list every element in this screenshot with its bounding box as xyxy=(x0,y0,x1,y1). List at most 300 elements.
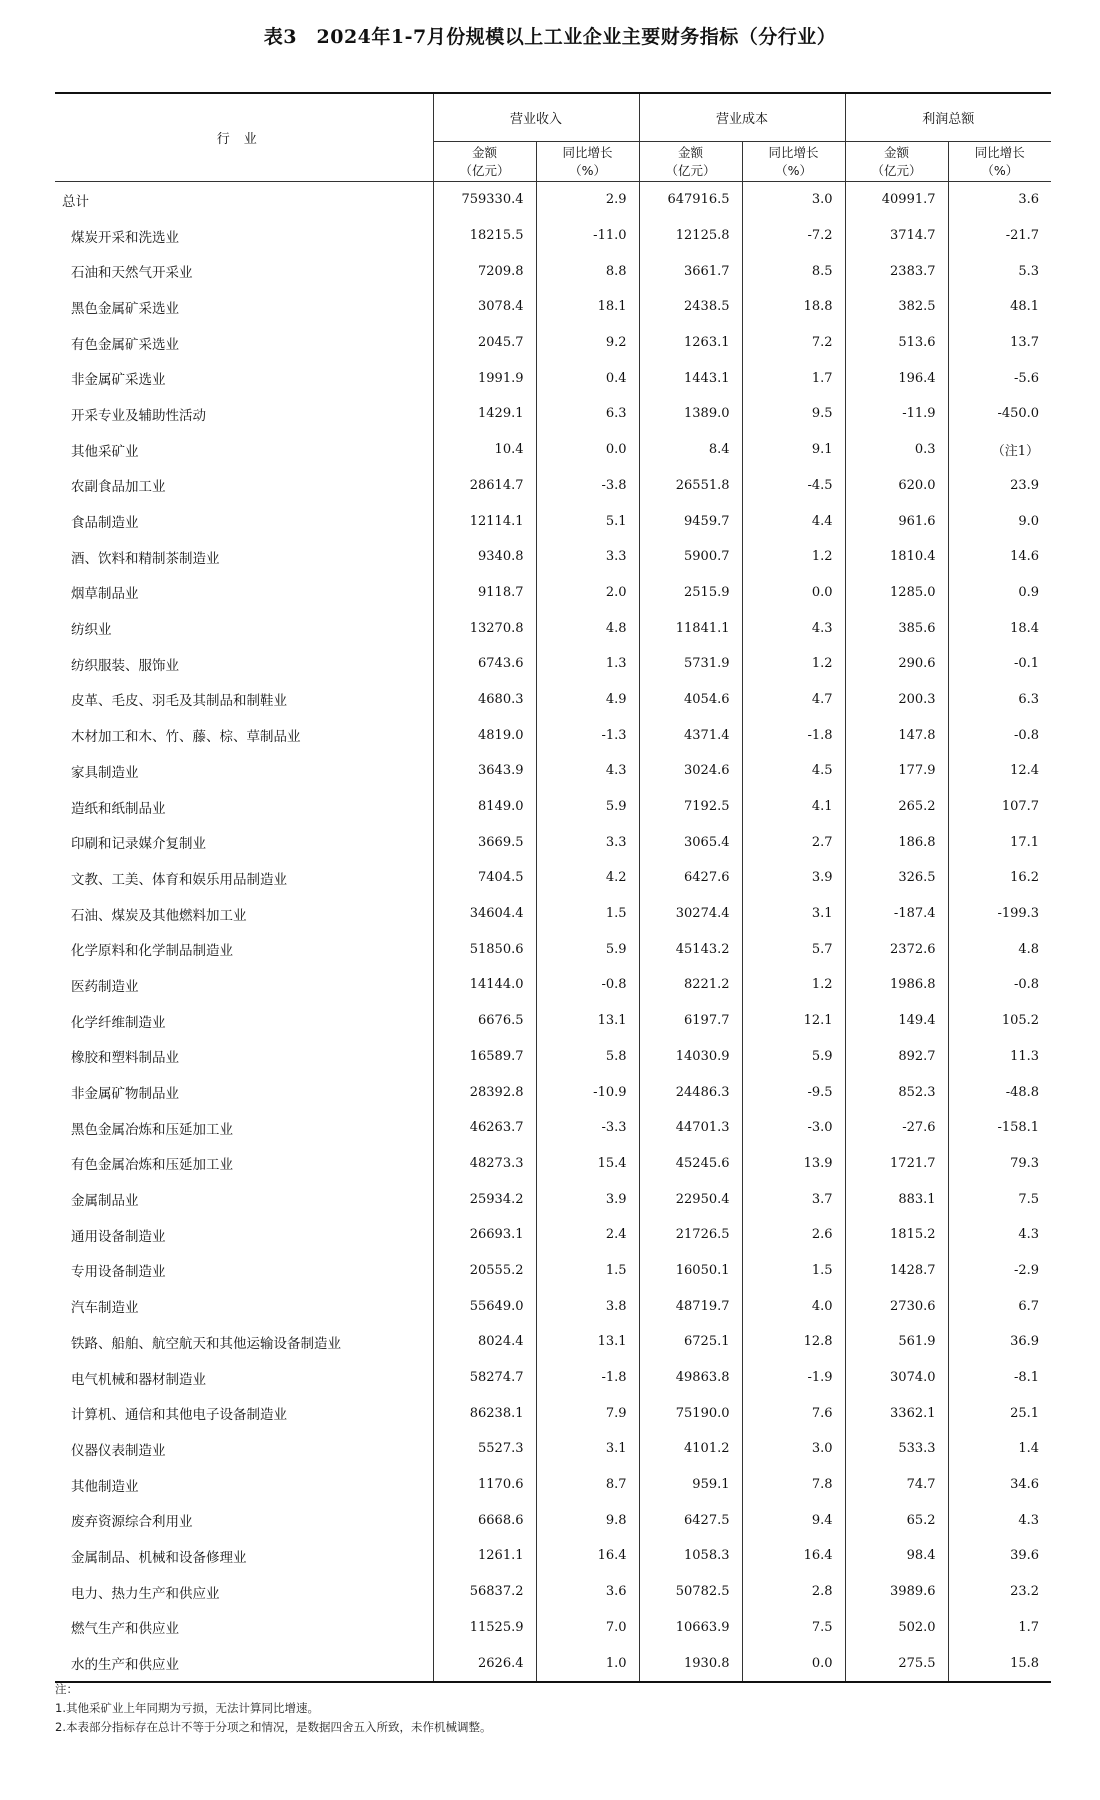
cost-amount-cell: 49863.8 xyxy=(639,1360,742,1396)
profit-amount-cell: 275.5 xyxy=(845,1645,948,1682)
cost-amount-cell: 959.1 xyxy=(639,1467,742,1503)
cost-growth-cell: 3.0 xyxy=(742,1431,845,1467)
profit-amount-cell: 883.1 xyxy=(845,1181,948,1217)
profit-amount-cell: 200.3 xyxy=(845,682,948,718)
cost-growth-cell: -1.9 xyxy=(742,1360,845,1396)
revenue-growth-cell: 9.8 xyxy=(536,1502,639,1538)
profit-amount-cell: 265.2 xyxy=(845,789,948,825)
industry-name-cell: 电气机械和器材制造业 xyxy=(71,1371,206,1388)
industry-row xyxy=(55,896,1051,932)
cost-amount-cell: 6725.1 xyxy=(639,1324,742,1360)
cost-amount-cell: 2515.9 xyxy=(639,575,742,611)
cost-growth-cell: 4.3 xyxy=(742,610,845,646)
revenue-amount-cell: 1991.9 xyxy=(433,360,536,396)
revenue-amount-cell: 13270.8 xyxy=(433,610,536,646)
profit-growth-cell: 7.5 xyxy=(948,1181,1051,1217)
profit-growth-cell: 39.6 xyxy=(948,1538,1051,1574)
cost-amount-cell: 5731.9 xyxy=(639,646,742,682)
revenue-amount-cell: 16589.7 xyxy=(433,1039,536,1075)
revenue-growth-cell: 1.3 xyxy=(536,646,639,682)
industry-row xyxy=(55,1431,1051,1467)
cost-amount-cell: 3024.6 xyxy=(639,753,742,789)
profit-growth-cell: 6.7 xyxy=(948,1288,1051,1324)
profit-amount-cell: 502.0 xyxy=(845,1610,948,1646)
revenue-amount-cell: 18215.5 xyxy=(433,218,536,254)
cost-growth-cell: -4.5 xyxy=(742,468,845,504)
industry-name-cell: 农副食品加工业 xyxy=(71,479,166,496)
cost-growth-cell: 4.1 xyxy=(742,789,845,825)
industry-name-cell: 计算机、通信和其他电子设备制造业 xyxy=(71,1407,287,1424)
industry-row xyxy=(55,1181,1051,1217)
cost-growth-cell: 3.1 xyxy=(742,896,845,932)
industry-name-cell: 铁路、船舶、航空航天和其他运输设备制造业 xyxy=(71,1335,341,1352)
amount-label: 金额 xyxy=(884,144,910,160)
cost-growth-cell: -3.0 xyxy=(742,1110,845,1146)
industry-name-cell: 废弃资源综合利用业 xyxy=(71,1514,193,1531)
cost-growth-cell: 9.5 xyxy=(742,396,845,432)
revenue-group-header: 营业收入 xyxy=(433,93,639,142)
profit-amount-cell: 892.7 xyxy=(845,1039,948,1075)
profit-amount-cell: 1810.4 xyxy=(845,539,948,575)
industry-name-cell: 汽车制造业 xyxy=(71,1300,139,1317)
profit-amount-cell: 98.4 xyxy=(845,1538,948,1574)
revenue-amount-cell: 8149.0 xyxy=(433,789,536,825)
industry-row xyxy=(55,1146,1051,1182)
revenue-amount-header xyxy=(433,142,536,182)
revenue-amount-cell: 25934.2 xyxy=(433,1181,536,1217)
profit-amount-cell: 186.8 xyxy=(845,824,948,860)
cost-growth-cell: 1.7 xyxy=(742,360,845,396)
cost-growth-cell: 4.5 xyxy=(742,753,845,789)
industry-name-cell: 印刷和记录媒介复制业 xyxy=(71,836,206,853)
profit-growth-cell: 34.6 xyxy=(948,1467,1051,1503)
industry-name-cell: 专用设备制造业 xyxy=(71,1264,166,1281)
revenue-amount-cell: 58274.7 xyxy=(433,1360,536,1396)
profit-amount-cell: 513.6 xyxy=(845,325,948,361)
cost-growth-cell: 0.0 xyxy=(742,575,845,611)
industry-row xyxy=(55,1645,1051,1682)
profit-growth-cell: 23.2 xyxy=(948,1574,1051,1610)
cost-growth-cell: 9.4 xyxy=(742,1502,845,1538)
cost-amount-cell: 3661.7 xyxy=(639,253,742,289)
profit-amount-cell: 0.3 xyxy=(845,432,948,468)
industry-name-cell: 其他制造业 xyxy=(71,1478,139,1495)
industry-name-cell: 食品制造业 xyxy=(71,515,139,532)
revenue-growth-cell: -1.8 xyxy=(536,1360,639,1396)
revenue-growth-cell: 3.3 xyxy=(536,539,639,575)
cost-amount-cell: 647916.5 xyxy=(639,182,742,218)
cost-amount-cell: 8.4 xyxy=(639,432,742,468)
profit-growth-cell: 4.3 xyxy=(948,1217,1051,1253)
revenue-growth-cell: 18.1 xyxy=(536,289,639,325)
growth-unit: （%） xyxy=(981,162,1019,178)
cost-amount-cell: 1263.1 xyxy=(639,325,742,361)
cost-growth-cell: 7.6 xyxy=(742,1395,845,1431)
industry-name-cell: 造纸和纸制品业 xyxy=(71,800,166,817)
revenue-amount-cell: 26693.1 xyxy=(433,1217,536,1253)
cost-growth-cell: 7.2 xyxy=(742,325,845,361)
industry-name-cell: 黑色金属冶炼和压延加工业 xyxy=(71,1121,233,1138)
profit-growth-cell: 25.1 xyxy=(948,1395,1051,1431)
cost-group-header: 营业成本 xyxy=(639,93,845,142)
industry-name-cell: 石油和天然气开采业 xyxy=(71,265,193,282)
cost-growth-cell: 7.5 xyxy=(742,1610,845,1646)
profit-amount-cell: 3074.0 xyxy=(845,1360,948,1396)
revenue-growth-cell: 0.0 xyxy=(536,432,639,468)
industry-name-cell: 纺织业 xyxy=(71,622,112,639)
profit-growth-cell: 4.8 xyxy=(948,931,1051,967)
revenue-growth-cell: 8.8 xyxy=(536,253,639,289)
industry-name-cell: 金属制品业 xyxy=(71,1193,139,1210)
revenue-amount-cell: 8024.4 xyxy=(433,1324,536,1360)
profit-amount-cell: 2383.7 xyxy=(845,253,948,289)
revenue-amount-cell: 14144.0 xyxy=(433,967,536,1003)
profit-growth-cell: 36.9 xyxy=(948,1324,1051,1360)
profit-amount-cell: 40991.7 xyxy=(845,182,948,218)
cost-amount-cell: 14030.9 xyxy=(639,1039,742,1075)
cost-growth-cell: 8.5 xyxy=(742,253,845,289)
cost-amount-cell: 48719.7 xyxy=(639,1288,742,1324)
industry-row xyxy=(55,1502,1051,1538)
cost-growth-cell: 2.6 xyxy=(742,1217,845,1253)
revenue-growth-cell: 4.8 xyxy=(536,610,639,646)
cost-growth-cell: 2.8 xyxy=(742,1574,845,1610)
profit-amount-cell: 177.9 xyxy=(845,753,948,789)
industry-row xyxy=(55,253,1051,289)
revenue-amount-cell: 28614.7 xyxy=(433,468,536,504)
cost-growth-cell: 1.2 xyxy=(742,539,845,575)
revenue-amount-cell: 28392.8 xyxy=(433,1074,536,1110)
cost-growth-cell: 13.9 xyxy=(742,1146,845,1182)
cost-growth-cell: 0.0 xyxy=(742,1645,845,1682)
cost-growth-cell: 16.4 xyxy=(742,1538,845,1574)
profit-amount-cell: 3714.7 xyxy=(845,218,948,254)
profit-growth-cell: （注1） xyxy=(948,432,1051,468)
profit-amount-cell: 385.6 xyxy=(845,610,948,646)
profit-growth-cell: 14.6 xyxy=(948,539,1051,575)
industry-row xyxy=(55,789,1051,825)
cost-growth-cell: -7.2 xyxy=(742,218,845,254)
cost-growth-cell: 1.2 xyxy=(742,967,845,1003)
cost-amount-cell: 8221.2 xyxy=(639,967,742,1003)
profit-amount-cell: 382.5 xyxy=(845,289,948,325)
profit-amount-cell: -27.6 xyxy=(845,1110,948,1146)
industry-row xyxy=(55,1288,1051,1324)
revenue-growth-cell: 0.4 xyxy=(536,360,639,396)
industry-name-cell: 非金属矿物制品业 xyxy=(71,1086,179,1103)
cost-growth-cell: 3.9 xyxy=(742,860,845,896)
revenue-amount-cell: 2045.7 xyxy=(433,325,536,361)
industry-column-header: 行业 xyxy=(216,132,271,147)
cost-amount-cell: 24486.3 xyxy=(639,1074,742,1110)
revenue-growth-cell: 5.9 xyxy=(536,931,639,967)
industry-row xyxy=(55,575,1051,611)
revenue-amount-cell: 4819.0 xyxy=(433,717,536,753)
cost-amount-cell: 16050.1 xyxy=(639,1253,742,1289)
industry-name-cell: 木材加工和木、竹、藤、棕、草制品业 xyxy=(71,729,301,746)
table-title: 表3 2024年1-7月份规模以上工业企业主要财务指标（分行业） xyxy=(263,26,837,48)
profit-growth-cell: -158.1 xyxy=(948,1110,1051,1146)
cost-amount-cell: 22950.4 xyxy=(639,1181,742,1217)
profit-amount-cell: 1285.0 xyxy=(845,575,948,611)
industry-row xyxy=(55,539,1051,575)
cost-amount-header xyxy=(639,142,742,182)
profit-amount-cell: 561.9 xyxy=(845,1324,948,1360)
revenue-amount-cell: 86238.1 xyxy=(433,1395,536,1431)
cost-amount-cell: 6427.6 xyxy=(639,860,742,896)
industry-row xyxy=(55,1217,1051,1253)
revenue-amount-cell: 48273.3 xyxy=(433,1146,536,1182)
revenue-growth-cell: -1.3 xyxy=(536,717,639,753)
industry-row xyxy=(55,967,1051,1003)
cost-growth-cell: -1.8 xyxy=(742,717,845,753)
cost-growth-cell: 1.2 xyxy=(742,646,845,682)
growth-unit: （%） xyxy=(775,162,812,178)
revenue-amount-cell: 4680.3 xyxy=(433,682,536,718)
industry-name-cell: 纺织服装、服饰业 xyxy=(71,657,179,674)
revenue-growth-cell: -3.8 xyxy=(536,468,639,504)
profit-growth-cell: 15.8 xyxy=(948,1645,1051,1682)
profit-growth-cell: -450.0 xyxy=(948,396,1051,432)
industry-name-cell: 文教、工美、体育和娱乐用品制造业 xyxy=(71,871,287,888)
cost-growth-cell: 3.0 xyxy=(742,182,845,218)
profit-growth-cell: -2.9 xyxy=(948,1253,1051,1289)
revenue-growth-cell: 16.4 xyxy=(536,1538,639,1574)
revenue-growth-cell: 4.9 xyxy=(536,682,639,718)
profit-amount-cell: 620.0 xyxy=(845,468,948,504)
financial-indicators-table xyxy=(55,92,1051,1683)
industry-row xyxy=(55,860,1051,896)
cost-growth-cell: 12.8 xyxy=(742,1324,845,1360)
industry-row xyxy=(55,824,1051,860)
revenue-amount-cell: 6743.6 xyxy=(433,646,536,682)
profit-amount-cell: 149.4 xyxy=(845,1003,948,1039)
profit-growth-cell: 23.9 xyxy=(948,468,1051,504)
cost-amount-cell: 75190.0 xyxy=(639,1395,742,1431)
profit-amount-cell: 2730.6 xyxy=(845,1288,948,1324)
profit-growth-cell: 12.4 xyxy=(948,753,1051,789)
revenue-growth-cell: 13.1 xyxy=(536,1324,639,1360)
industry-name-cell: 石油、煤炭及其他燃料加工业 xyxy=(71,907,247,924)
revenue-growth-cell: 4.3 xyxy=(536,753,639,789)
industry-name-cell: 化学纤维制造业 xyxy=(71,1014,166,1031)
industry-name-cell: 燃气生产和供应业 xyxy=(71,1621,179,1638)
profit-growth-cell: 79.3 xyxy=(948,1146,1051,1182)
revenue-amount-cell: 1429.1 xyxy=(433,396,536,432)
profit-amount-cell: 65.2 xyxy=(845,1502,948,1538)
notes-heading: 注： xyxy=(55,1682,78,1696)
table-body xyxy=(55,182,1051,1682)
industry-row xyxy=(55,1039,1051,1075)
revenue-amount-cell: 6676.5 xyxy=(433,1003,536,1039)
industry-name-cell: 电力、热力生产和供应业 xyxy=(71,1585,220,1602)
revenue-amount-cell: 6668.6 xyxy=(433,1502,536,1538)
cost-amount-cell: 4101.2 xyxy=(639,1431,742,1467)
profit-growth-cell: 13.7 xyxy=(948,325,1051,361)
industry-row xyxy=(55,1610,1051,1646)
revenue-growth-cell: -11.0 xyxy=(536,218,639,254)
amount-label: 金额 xyxy=(471,144,497,160)
profit-growth-cell: -21.7 xyxy=(948,218,1051,254)
industry-row xyxy=(55,753,1051,789)
revenue-growth-cell: 1.5 xyxy=(536,1253,639,1289)
growth-unit: （%） xyxy=(569,162,606,178)
profit-growth-cell: -0.1 xyxy=(948,646,1051,682)
profit-growth-cell: 17.1 xyxy=(948,824,1051,860)
industry-name-cell: 金属制品、机械和设备修理业 xyxy=(71,1549,247,1566)
growth-label: 同比增长 xyxy=(974,144,1025,160)
industry-row xyxy=(55,218,1051,254)
profit-growth-cell: 18.4 xyxy=(948,610,1051,646)
industry-row xyxy=(55,1574,1051,1610)
industry-name-cell: 皮革、毛皮、羽毛及其制品和制鞋业 xyxy=(71,693,287,710)
industry-row xyxy=(55,396,1051,432)
industry-name-cell: 水的生产和供应业 xyxy=(71,1657,179,1674)
cost-amount-cell: 10663.9 xyxy=(639,1610,742,1646)
revenue-growth-cell: 7.9 xyxy=(536,1395,639,1431)
revenue-growth-cell: 2.4 xyxy=(536,1217,639,1253)
revenue-amount-cell: 3669.5 xyxy=(433,824,536,860)
profit-growth-cell: 11.3 xyxy=(948,1039,1051,1075)
industry-name-cell: 总计 xyxy=(62,193,89,210)
revenue-amount-cell: 11525.9 xyxy=(433,1610,536,1646)
industry-name-cell: 烟草制品业 xyxy=(71,586,139,603)
profit-growth-cell: 9.0 xyxy=(948,503,1051,539)
industry-row xyxy=(55,1395,1051,1431)
industry-name-cell: 通用设备制造业 xyxy=(71,1228,166,1245)
industry-row xyxy=(55,468,1051,504)
profit-amount-cell: 533.3 xyxy=(845,1431,948,1467)
cost-amount-cell: 4371.4 xyxy=(639,717,742,753)
note-line: 2.本表部分指标存在总计不等于分项之和情况，是数据四舍五入所致，未作机械调整。 xyxy=(55,1720,492,1734)
industry-row xyxy=(55,931,1051,967)
industry-row xyxy=(55,682,1051,718)
profit-growth-cell: -5.6 xyxy=(948,360,1051,396)
industry-name-cell: 有色金属矿采选业 xyxy=(71,336,179,353)
cost-amount-cell: 44701.3 xyxy=(639,1110,742,1146)
industry-name-cell: 黑色金属矿采选业 xyxy=(71,300,179,317)
profit-amount-cell: -187.4 xyxy=(845,896,948,932)
revenue-growth-cell: 7.0 xyxy=(536,1610,639,1646)
industry-row xyxy=(55,1003,1051,1039)
industry-name-cell: 仪器仪表制造业 xyxy=(71,1442,166,1459)
cost-growth-cell: 4.4 xyxy=(742,503,845,539)
profit-amount-cell: 2372.6 xyxy=(845,931,948,967)
profit-growth-cell: -8.1 xyxy=(948,1360,1051,1396)
revenue-growth-cell: 4.2 xyxy=(536,860,639,896)
industry-row xyxy=(55,1538,1051,1574)
cost-amount-cell: 1930.8 xyxy=(639,1645,742,1682)
profit-amount-cell: 196.4 xyxy=(845,360,948,396)
amount-unit: （亿元） xyxy=(459,162,510,178)
cost-amount-cell: 12125.8 xyxy=(639,218,742,254)
cost-growth-cell: 4.0 xyxy=(742,1288,845,1324)
revenue-amount-cell: 12114.1 xyxy=(433,503,536,539)
cost-amount-cell: 7192.5 xyxy=(639,789,742,825)
profit-amount-cell: 1428.7 xyxy=(845,1253,948,1289)
industry-row xyxy=(55,432,1051,468)
cost-amount-cell: 11841.1 xyxy=(639,610,742,646)
profit-amount-cell: 3989.6 xyxy=(845,1574,948,1610)
amount-unit: （亿元） xyxy=(871,162,922,178)
profit-growth-cell: 0.9 xyxy=(948,575,1051,611)
revenue-amount-cell: 55649.0 xyxy=(433,1288,536,1324)
revenue-growth-cell: 15.4 xyxy=(536,1146,639,1182)
revenue-growth-cell: 3.8 xyxy=(536,1288,639,1324)
revenue-growth-cell: -10.9 xyxy=(536,1074,639,1110)
revenue-growth-cell: 2.0 xyxy=(536,575,639,611)
table-header xyxy=(55,93,1051,182)
revenue-amount-cell: 3078.4 xyxy=(433,289,536,325)
cost-amount-cell: 9459.7 xyxy=(639,503,742,539)
profit-growth-cell: 3.6 xyxy=(948,182,1051,218)
cost-amount-cell: 45143.2 xyxy=(639,931,742,967)
cost-amount-cell: 50782.5 xyxy=(639,1574,742,1610)
revenue-growth-cell: 13.1 xyxy=(536,1003,639,1039)
industry-name-cell: 酒、饮料和精制茶制造业 xyxy=(71,550,220,567)
revenue-amount-cell: 34604.4 xyxy=(433,896,536,932)
revenue-growth-cell: -0.8 xyxy=(536,967,639,1003)
industry-name-cell: 开采专业及辅助性活动 xyxy=(71,407,206,424)
revenue-growth-cell: 3.1 xyxy=(536,1431,639,1467)
industry-row xyxy=(55,1074,1051,1110)
total-row xyxy=(55,182,1051,218)
revenue-growth-cell: 8.7 xyxy=(536,1467,639,1503)
profit-growth-cell: 107.7 xyxy=(948,789,1051,825)
cost-growth-cell: 3.7 xyxy=(742,1181,845,1217)
industry-row xyxy=(55,360,1051,396)
industry-row xyxy=(55,1110,1051,1146)
profit-amount-cell: 852.3 xyxy=(845,1074,948,1110)
revenue-growth-cell: 3.3 xyxy=(536,824,639,860)
revenue-growth-header xyxy=(536,142,639,182)
industry-name-cell: 医药制造业 xyxy=(71,978,139,995)
cost-amount-cell: 30274.4 xyxy=(639,896,742,932)
cost-growth-cell: 5.7 xyxy=(742,931,845,967)
cost-growth-cell: 1.5 xyxy=(742,1253,845,1289)
cost-amount-cell: 1058.3 xyxy=(639,1538,742,1574)
cost-growth-cell: 2.7 xyxy=(742,824,845,860)
industry-row xyxy=(55,1467,1051,1503)
industry-row xyxy=(55,717,1051,753)
profit-growth-cell: 48.1 xyxy=(948,289,1051,325)
cost-amount-cell: 6197.7 xyxy=(639,1003,742,1039)
cost-growth-cell: 5.9 xyxy=(742,1039,845,1075)
revenue-growth-cell: -3.3 xyxy=(536,1110,639,1146)
profit-amount-cell: 74.7 xyxy=(845,1467,948,1503)
revenue-amount-cell: 2626.4 xyxy=(433,1645,536,1682)
cost-amount-cell: 4054.6 xyxy=(639,682,742,718)
cost-amount-cell: 6427.5 xyxy=(639,1502,742,1538)
revenue-growth-cell: 3.6 xyxy=(536,1574,639,1610)
cost-growth-cell: 9.1 xyxy=(742,432,845,468)
revenue-growth-cell: 1.5 xyxy=(536,896,639,932)
industry-row xyxy=(55,1324,1051,1360)
cost-amount-cell: 5900.7 xyxy=(639,539,742,575)
cost-growth-cell: 18.8 xyxy=(742,289,845,325)
revenue-growth-cell: 5.1 xyxy=(536,503,639,539)
profit-growth-cell: 16.2 xyxy=(948,860,1051,896)
cost-growth-cell: 7.8 xyxy=(742,1467,845,1503)
revenue-growth-cell: 5.9 xyxy=(536,789,639,825)
profit-growth-cell: 5.3 xyxy=(948,253,1051,289)
industry-name-cell: 有色金属冶炼和压延加工业 xyxy=(71,1157,233,1174)
industry-row xyxy=(55,610,1051,646)
profit-growth-header xyxy=(948,142,1051,182)
cost-amount-cell: 45245.6 xyxy=(639,1146,742,1182)
amount-label: 金额 xyxy=(678,144,704,160)
industry-row xyxy=(55,1360,1051,1396)
